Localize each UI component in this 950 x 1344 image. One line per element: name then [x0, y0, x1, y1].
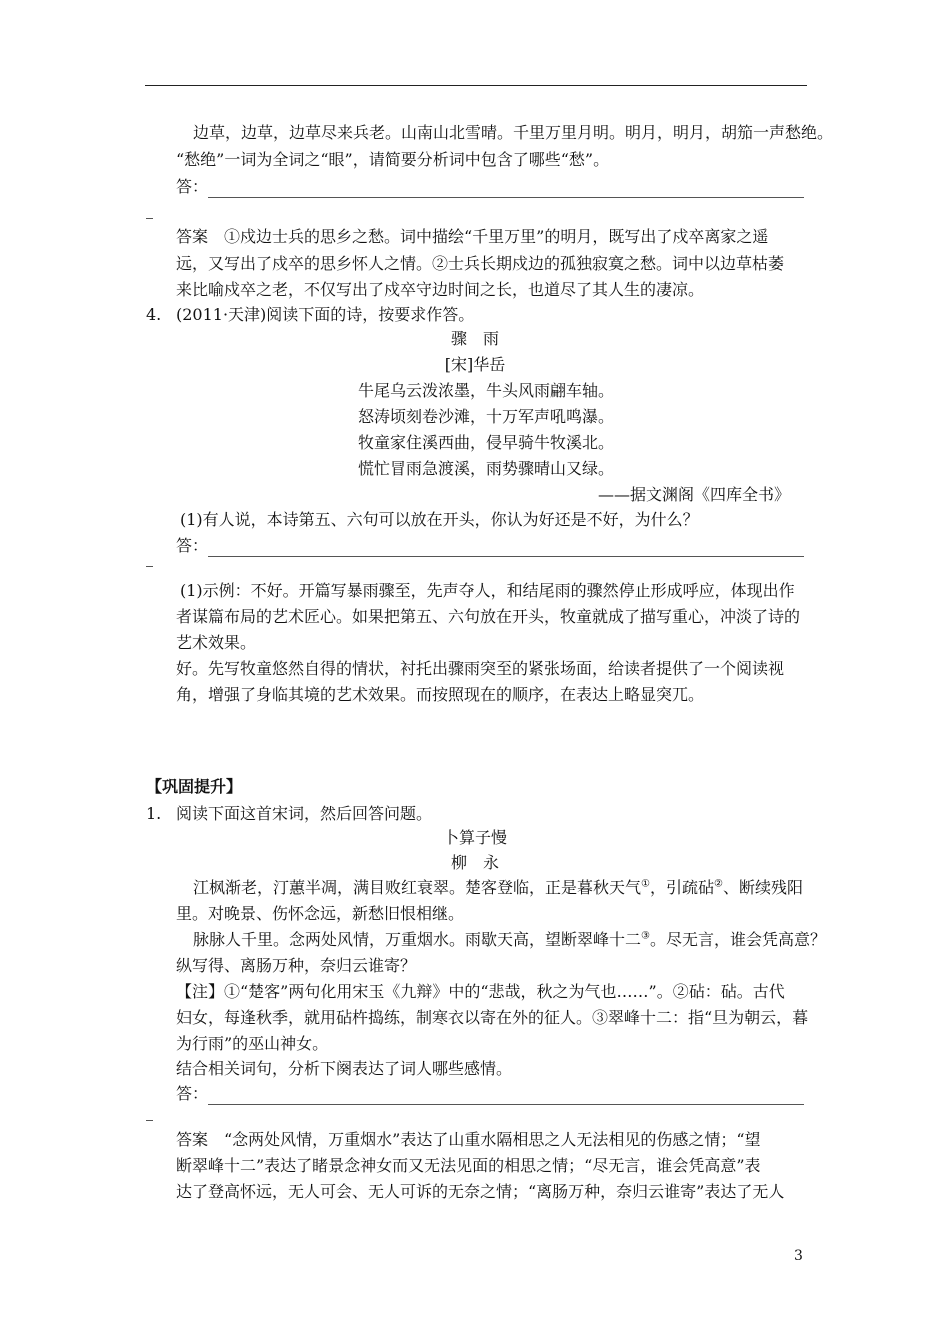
- question-intro: (2011·天津)阅读下面的诗，按要求作答。: [176, 305, 475, 324]
- poem-paragraph: 脉脉人千里。念两处风情，万重烟水。雨歇天高，望断翠峰十二③。尽无言，谁会凭高意？: [193, 930, 826, 949]
- answer-label: 答：: [176, 1084, 209, 1103]
- poem-title: 骤 雨: [450, 329, 499, 348]
- separator-dash: [146, 1120, 153, 1121]
- answer-label: 答：: [176, 536, 209, 555]
- footnote-mark: ③: [641, 930, 650, 942]
- page-number: 3: [794, 1248, 803, 1264]
- question-text: 结合相关词句，分析下阕表达了词人哪些感情。: [176, 1059, 513, 1078]
- answer-field[interactable]: [176, 1083, 804, 1105]
- question-number: 4.: [146, 305, 162, 324]
- answer-line: 达了登高怀远，无人可会、无人可诉的无奈之情；“离肠万种，奈归云谁寄”表达了无人: [176, 1182, 785, 1201]
- answer-line: 答案 ①戍边士兵的思乡之愁。词中描绘“千里万里”的明月，既写出了戍卒离家之遥: [176, 227, 769, 246]
- answer-field[interactable]: [176, 176, 804, 198]
- poem-paragraph: 纵写得、离肠万种，奈归云谁寄？: [176, 956, 417, 975]
- separator-dash: [146, 218, 153, 219]
- note-line: 妇女，每逢秋季，就用砧杵捣练，制寒衣以寄在外的征人。③翠峰十二：指“旦为朝云，暮: [176, 1008, 809, 1027]
- answer-blank: [208, 541, 804, 557]
- poem-line: 牛尾乌云泼浓墨，牛头风雨翩车轴。: [358, 381, 615, 400]
- answer-line: 角，增强了身临其境的艺术效果。而按照现在的顺序，在表达上略显突兀。: [176, 685, 705, 704]
- separator-dash: [146, 566, 153, 567]
- footnote-mark: ①: [641, 878, 650, 890]
- poem-source: ——据文渊阁《四库全书》: [598, 485, 791, 504]
- answer-field[interactable]: [176, 535, 804, 557]
- header-rule: [145, 85, 807, 86]
- question-text: (1)有人说，本诗第五、六句可以放在开头，你认为好还是不好，为什么？: [180, 510, 699, 529]
- answer-line: (1)示例：不好。开篇写暴雨骤至，先声夺人，和结尾雨的骤然停止形成呼应，体现出作: [180, 581, 795, 600]
- poem-paragraph: 江枫渐老，汀蕙半凋，满目败红衰翠。楚客登临，正是暮秋天气①，引疏砧②、断续残阳: [193, 878, 803, 897]
- note-line: 为行雨”的巫山神女。: [176, 1034, 329, 1053]
- answer-line: 好。先写牧童悠然自得的情状，衬托出骤雨突至的紧张场面，给读者提供了一个阅读视: [176, 659, 785, 678]
- section-heading: 【巩固提升】: [146, 777, 243, 796]
- note-line: 【注】①“楚客”两句化用宋玉《九辩》中的“悲哉，秋之为气也……”。②砧：砧。古代: [176, 982, 785, 1001]
- question-intro: 阅读下面这首宋词，然后回答问题。: [176, 804, 433, 823]
- answer-blank: [208, 182, 804, 198]
- poem-line: 边草，边草，边草尽来兵老。山南山北雪晴。千里万里月明。明月，明月，胡笳一声愁绝。: [193, 123, 834, 142]
- poem-author: 柳 永: [450, 853, 499, 872]
- question-text: “愁绝”一词为全词之“眼”，请简要分析词中包含了哪些“愁”。: [176, 150, 610, 169]
- answer-line: 远，又写出了戍卒的思乡怀人之情。②士兵长期戍边的孤独寂寞之愁。词中以边草枯萎: [176, 254, 785, 273]
- answer-line: 来比喻戍卒之老，不仅写出了戍卒守边时间之长，也道尽了其人生的凄凉。: [176, 280, 705, 299]
- poem-line: 牧童家住溪西曲，侵早骑牛牧溪北。: [358, 433, 615, 452]
- footnote-mark: ②: [714, 878, 723, 890]
- poem-line: 慌忙冒雨急渡溪，雨势骤晴山又绿。: [358, 459, 615, 478]
- poem-line: 怒涛顷刻卷沙滩，十万军声吼鸣瀑。: [358, 407, 615, 426]
- question-number: 1.: [146, 804, 162, 823]
- answer-blank: [208, 1089, 804, 1105]
- answer-line: 者谋篇布局的艺术匠心。如果把第五、六句放在开头，牧童就成了描写重心，冲淡了诗的: [176, 607, 801, 626]
- answer-line: 答案 “念两处风情，万重烟水”表达了山重水隔相思之人无法相见的伤感之情；“望: [176, 1130, 761, 1149]
- poem-paragraph: 里。对晚景、伤怀念远，新愁旧恨相继。: [176, 904, 465, 923]
- poem-author: [宋]华岳: [444, 355, 506, 374]
- poem-title: 卜算子慢: [442, 828, 507, 847]
- answer-line: 断翠峰十二”表达了睹景念神女而又无法见面的相思之情；“尽无言，谁会凭高意”表: [176, 1156, 761, 1175]
- answer-line: 艺术效果。: [176, 633, 257, 652]
- answer-label: 答：: [176, 177, 209, 196]
